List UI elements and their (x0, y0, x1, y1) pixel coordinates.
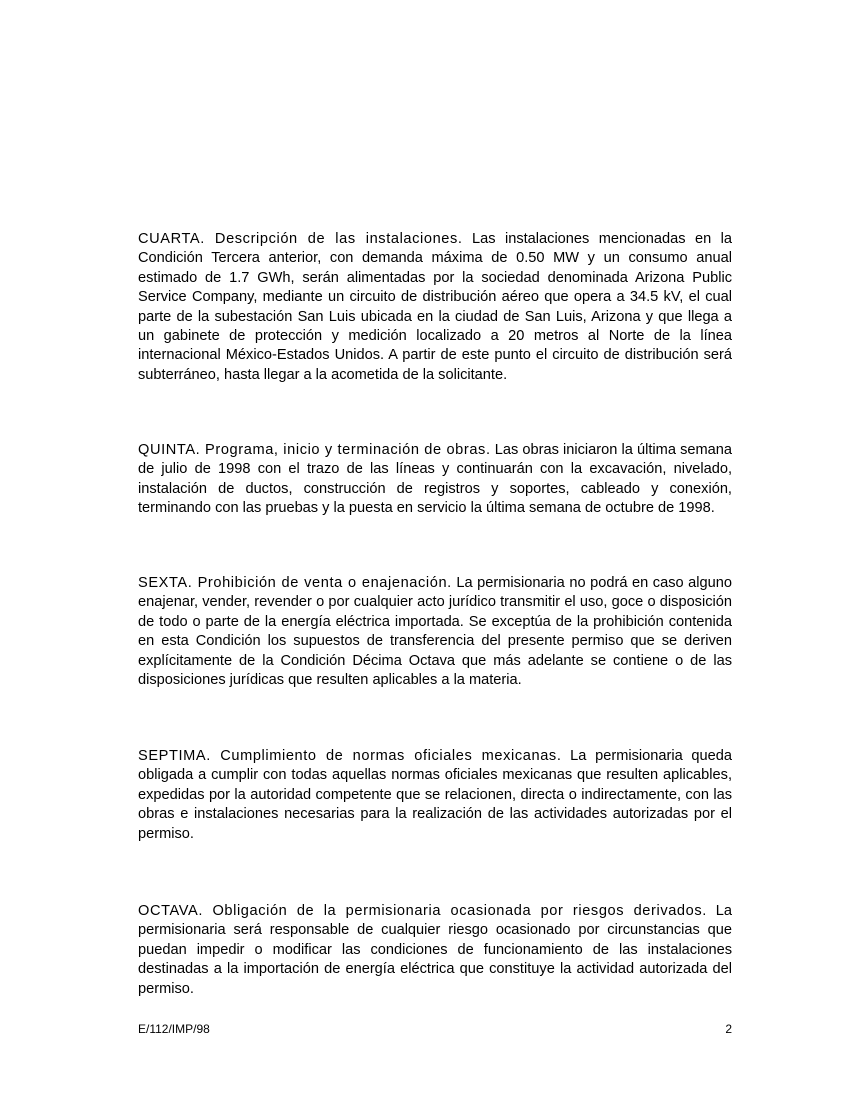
clause-heading: SEPTIMA. Cumplimiento de normas oficiales mexicanas. (138, 748, 562, 764)
clause-heading: OCTAVA. Obligación de la permisionaria ocasionada por riesgos derivados. (138, 903, 707, 919)
clause-heading: CUARTA. Descripción de las instalaciones. (138, 231, 463, 247)
footer-reference: E/112/IMP/98 (138, 1022, 210, 1036)
clause-body: Las obras iniciaron la última semana de julio de 1998 con el trazo de las líneas y continuarán con la excavación, nivelado, instalación de ductos, construcción de registros y soportes, cableado y conexión, terminando con las pruebas y la puesta en servicio la última semana de octubre de 1998. (138, 442, 732, 517)
clause-body: La permisionaria queda obligada a cumplir con todas aquellas normas oficiales mexicanas que resulten aplicables, expedidas por la autoridad competente que se relacionen, directa o indirectamente, con las obras e instalaciones necesarias para la realización de las actividades autorizadas por el permiso. (138, 748, 733, 842)
clause-septima (138, 747, 732, 844)
clause-body: La permisionaria será responsable de cualquier riesgo ocasionado por circunstancias que puedan impedir o modificar las condiciones de funcionamiento de las instalaciones destinadas a la importación de energía eléctrica que constituye la actividad autorizada del permiso. (138, 903, 732, 997)
clause-quinta (138, 441, 732, 519)
clause-heading: SEXTA. Prohibición de venta o enajenación. (138, 575, 452, 591)
clause-heading: QUINTA. Programa, inicio y terminación de obras. (138, 442, 491, 458)
clause-octava (138, 902, 732, 999)
clause-body: La permisionaria no podrá en caso alguno enajenar, vender, revender o por cualquier acto jurídico transmitir el uso, goce o disposición de todo o parte de la energía eléctrica importada. Se exceptúa de la prohibición contenida en esta Condición los supuestos de transferencia del presente permiso que se deriven explícitamente de la Condición Décima Octava que más adelante se contiene o de las disposiciones jurídicas que resulten aplicables a la materia. (138, 575, 733, 689)
clause-body: Las instalaciones mencionadas en la Condición Tercera anterior, con demanda máxima de 0.50 MW y un consumo anual estimado de 1.7 GWh, serán alimentadas por la sociedad denominada Arizona Public Service Company, mediante un circuito de distribución aéreo que opera a 34.5 kV, el cual parte de la subestación San Luis ubicada en la ciudad de San Luis, Arizona y que llega a un gabinete de protección y medición localizado a 20 metros al Norte de la línea internacional México-Estados Unidos. A partir de este punto el circuito de distribución será subterráneo, hasta llegar a la acometida de la solicitante. (138, 231, 733, 383)
page-number: 2 (725, 1022, 732, 1036)
clause-sexta (138, 574, 732, 690)
clause-cuarta (138, 230, 732, 385)
